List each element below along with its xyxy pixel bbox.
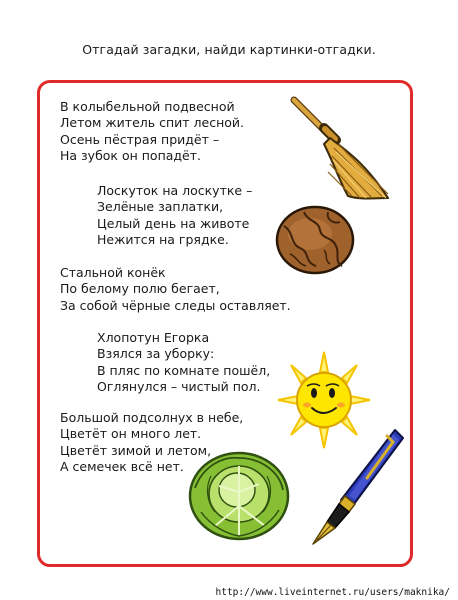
riddle-line: Хлопотун Егорка [97,330,210,345]
riddle-line: Осень пёстрая придёт – [60,131,220,147]
riddle-3 [60,265,291,314]
riddle-line: В пляс по комнате пошёл, [97,362,271,378]
riddle-line: Нежится на грядке. [97,232,229,248]
riddle-line: Зелёные заплатки, [97,199,224,215]
riddle-line: Цветёт он много лет. [60,426,202,442]
fountain-pen-icon [307,426,405,548]
riddle-2 [97,183,252,249]
riddle-line: Летом житель спит лесной. [60,115,245,131]
riddle-line: Большой подсолнух в небе, [60,410,244,425]
riddle-line: По белому полю бегает, [60,281,220,297]
page-title: Отгадай загадки, найди картинки-отгадки. [82,42,376,57]
riddle-line: В колыбельной подвесной [60,99,235,114]
riddle-line: Взялся за уборку: [97,346,215,362]
riddle-line: А семечек всё нет. [60,459,184,475]
cabbage-icon [187,446,291,542]
riddle-line: Лоскуток на лоскутке – [97,183,253,198]
riddle-1 [60,99,244,165]
riddle-line: Стальной конёк [60,265,166,280]
broom-icon [288,94,393,204]
riddle-line: Цветёт зимой и летом, [60,442,212,458]
walnut-icon [274,204,356,276]
riddle-line: За собой чёрные следы оставляет. [60,297,291,313]
riddle-4 [97,330,270,396]
footer-url[interactable]: http://www.liveinternet.ru/users/maknika/ [215,587,450,598]
riddle-line: На зубок он попадёт. [60,148,201,164]
riddle-line: Оглянулся – чистый пол. [97,379,261,395]
riddle-line: Целый день на животе [97,215,250,231]
